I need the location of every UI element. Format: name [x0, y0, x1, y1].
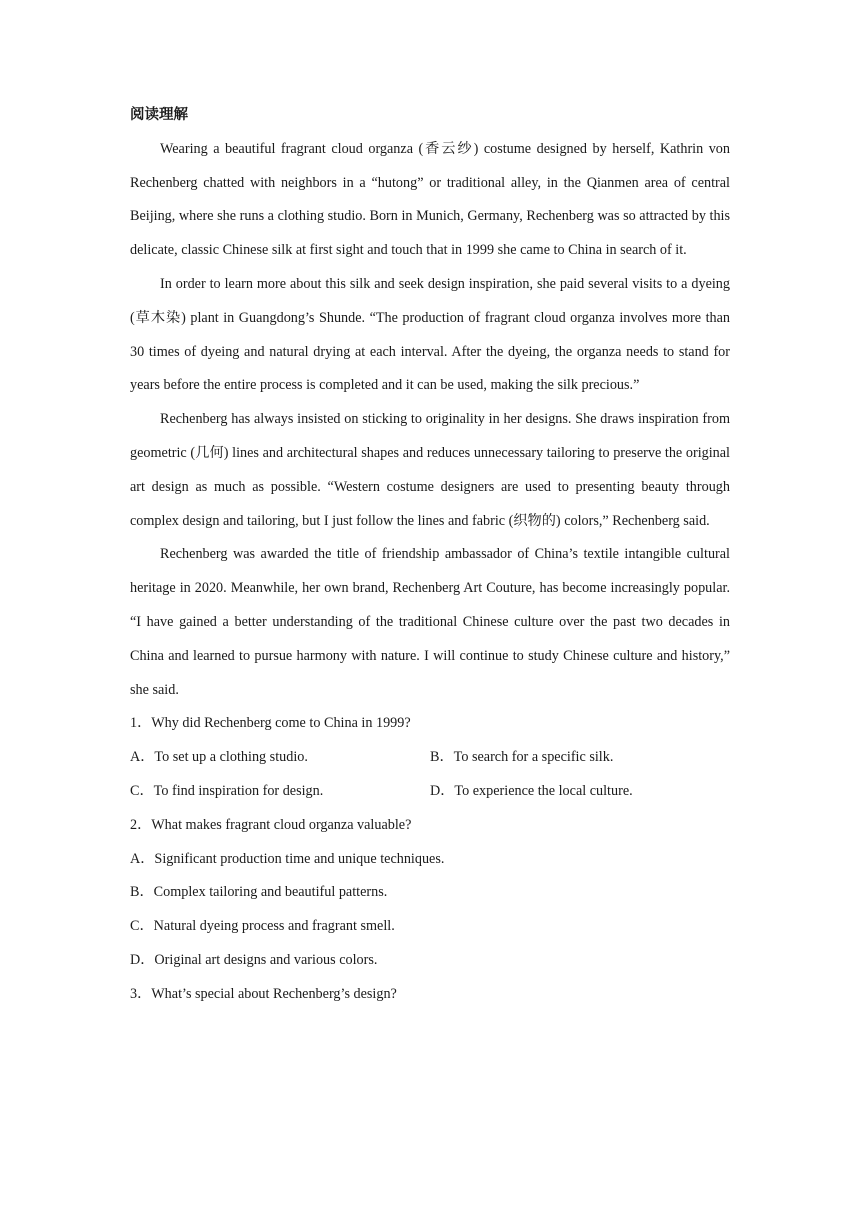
passage-paragraph-2: In order to learn more about this silk and seek design inspiration, she paid several visits to a dyeing (草木染) plant in Guangdong’s Shunde. “The production of fragrant cloud organza involves more than 30 times of dyeing and natural drying at each interval. After the dyeing, the organza needs to stand for years before the entire process is completed and it can be used, making the silk precious.” [130, 275, 730, 394]
question-1-option-c: C．To find inspiration for design. [130, 782, 324, 799]
document-page [130, 99, 730, 1012]
question-3-stem: 3．What’s special about Rechenberg’s design? [130, 985, 397, 1002]
question-1-option-d: D．To experience the local culture. [430, 782, 633, 799]
question-1-options-row-1 [130, 741, 730, 775]
question-2-option-b: B．Complex tailoring and beautiful patterns. [130, 884, 388, 901]
question-1-options-row-2 [130, 775, 730, 809]
question-1-option-a: A．To set up a clothing studio. [130, 749, 308, 766]
question-2-option-c: C．Natural dyeing process and fragrant smell. [130, 918, 395, 935]
passage-paragraph-3: Rechenberg has always insisted on sticking to originality in her designs. She draws inspiration from geometric (几何) lines and architectural shapes and reduces unnecessary tailoring to preserve the original art design as much as possible. “Western costume designers are used to presenting beauty through complex design and tailoring, but I just follow the lines and fabric (织物的) colors,” Rechenberg said. [130, 411, 730, 529]
passage-paragraph-1: Wearing a beautiful fragrant cloud organza (香云纱) costume designed by herself, Kathrin von Rechenberg chatted with neighbors in a “hutong” or traditional alley, in the Qianmen area of central Beijing, where she runs a clothing studio. Born in Munich, Germany, Rechenberg was so attracted by this delicate, classic Chinese silk at first sight and touch that in 1999 she came to China in search of it. [130, 140, 730, 259]
question-2-stem: 2．What makes fragrant cloud organza valuable? [130, 816, 412, 833]
section-heading: 阅读理解 [130, 107, 188, 123]
question-1-stem: 1．Why did Rechenberg come to China in 1999? [130, 715, 411, 732]
question-3 [130, 978, 730, 1012]
question-2-option-d: D．Original art designs and various colors. [130, 951, 378, 968]
question-1-option-b: B．To search for a specific silk. [430, 749, 614, 766]
passage-paragraph-4: Rechenberg was awarded the title of friendship ambassador of China’s textile intangible cultural heritage in 2020. Meanwhile, her own brand, Rechenberg Art Couture, has become increasingly popular. “I have gained a better understanding of the traditional Chinese culture over the past two decades in China and learned to pursue harmony with nature. I will continue to study Chinese culture and history,” she said. [130, 546, 730, 698]
question-2-option-a: A．Significant production time and unique techniques. [130, 850, 445, 867]
question-2 [130, 809, 730, 978]
question-1 [130, 707, 730, 808]
